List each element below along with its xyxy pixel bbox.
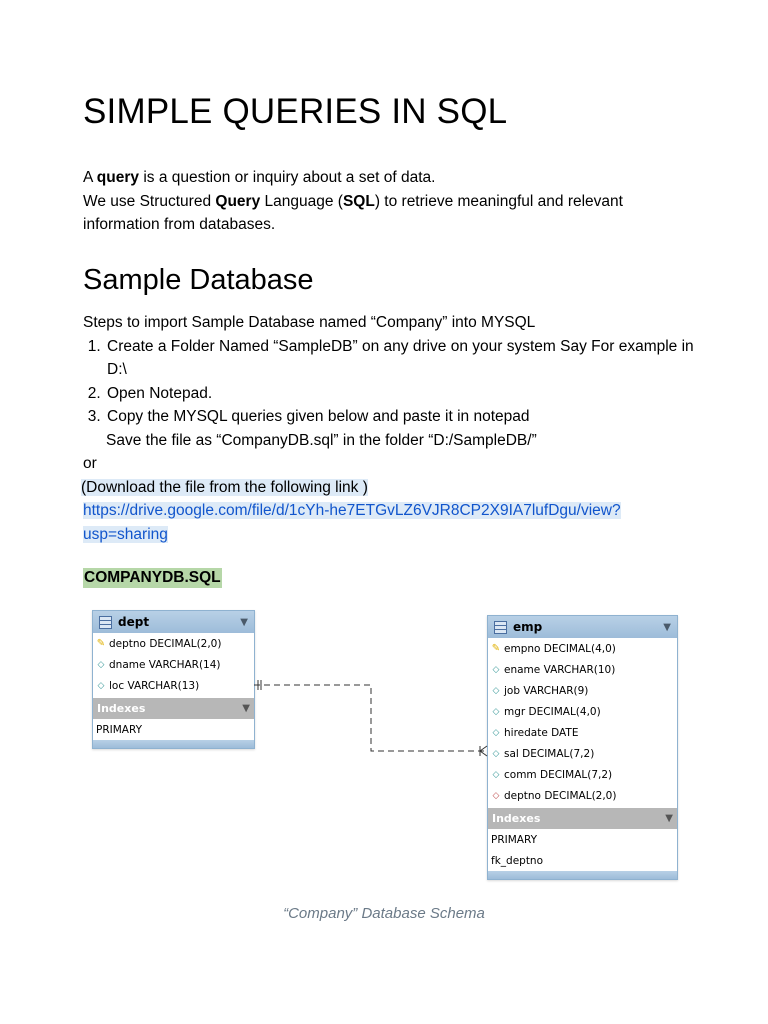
- intro-bold-query: Query: [215, 192, 261, 210]
- download-link-line-2[interactable]: usp=sharing: [83, 525, 168, 543]
- primary-key-icon: ✎: [96, 638, 106, 649]
- column-label: comm DECIMAL(7,2): [504, 768, 613, 781]
- foreign-key-diamond-icon: ◇: [492, 790, 500, 801]
- column-label: ename VARCHAR(10): [504, 663, 616, 676]
- step-item: 1. Create a Folder Named “SampleDB” on any drive on your system Say For example in D:\: [105, 335, 703, 382]
- intro-bold-sql: SQL: [342, 192, 375, 210]
- column-label: mgr DECIMAL(4,0): [504, 705, 601, 718]
- download-note: (Download the file from the following link ): [81, 478, 368, 496]
- column-diamond-icon: ◇: [492, 685, 500, 696]
- collapse-arrow-icon[interactable]: ▼: [242, 703, 250, 714]
- intro-text: A: [83, 169, 97, 186]
- column-diamond-icon: ◇: [97, 680, 105, 691]
- column-diamond-icon: ◇: [97, 659, 105, 670]
- file-label: COMPANYDB.SQL: [84, 569, 221, 586]
- relationship-line: [254, 685, 486, 751]
- indexes-label: Indexes: [492, 812, 541, 825]
- column-diamond-icon: ◇: [492, 727, 500, 738]
- indexes-label: Indexes: [97, 702, 146, 715]
- step-item: 2. Open Notepad.: [105, 382, 703, 406]
- download-link-line-1[interactable]: https://drive.google.com/file/d/1cYh-he7ETGvLZ6VJR8CP2X9IA7lufDgu/view?: [83, 502, 621, 519]
- page-title: SIMPLE QUERIES IN SQL: [83, 92, 508, 131]
- primary-key-icon: ✎: [491, 643, 501, 654]
- column-label: loc VARCHAR(13): [109, 679, 200, 692]
- emp-table-name: emp: [513, 620, 543, 634]
- column-label: deptno DECIMAL(2,0): [504, 789, 617, 802]
- steps-intro: Steps to import Sample Database named “Company” into MYSQL: [83, 314, 536, 331]
- column-diamond-icon: ◇: [492, 706, 500, 717]
- column-diamond-icon: ◇: [492, 769, 500, 780]
- intro-text: is a question or inquiry about a set of data.: [139, 169, 436, 186]
- figure-caption: “Company” Database Schema: [283, 905, 485, 922]
- column-label: empno DECIMAL(4,0): [504, 642, 616, 655]
- column-diamond-icon: ◇: [492, 748, 500, 759]
- many-marker: [480, 746, 487, 751]
- step-item: 3. Copy the MYSQL queries given below and paste it in notepad: [105, 405, 703, 429]
- index-label: PRIMARY: [491, 833, 538, 846]
- intro-line-3: information from databases.: [83, 216, 276, 233]
- intro-text: We use Structured: [83, 192, 216, 210]
- collapse-arrow-icon[interactable]: ▼: [663, 621, 671, 633]
- column-label: hiredate DATE: [504, 726, 579, 739]
- dept-table-name: dept: [118, 615, 150, 629]
- section-title: Sample Database: [83, 264, 314, 296]
- intro-bold-query: query: [96, 169, 140, 186]
- collapse-arrow-icon[interactable]: ▼: [665, 813, 673, 824]
- intro-text: Language (: [260, 192, 343, 210]
- index-label: PRIMARY: [96, 723, 143, 736]
- many-marker: [480, 751, 487, 756]
- collapse-arrow-icon[interactable]: ▼: [240, 616, 248, 628]
- column-diamond-icon: ◇: [492, 664, 500, 675]
- column-label: job VARCHAR(9): [504, 684, 589, 697]
- or-text: or: [83, 455, 97, 472]
- save-note: Save the file as “CompanyDB.sql” in the folder “D:/SampleDB/”: [106, 431, 537, 449]
- intro-text: ) to retrieve meaningful and relevant: [374, 192, 623, 210]
- column-label: dname VARCHAR(14): [109, 658, 221, 671]
- column-label: deptno DECIMAL(2,0): [109, 637, 222, 650]
- column-label: sal DECIMAL(7,2): [504, 747, 595, 760]
- index-label: fk_deptno: [491, 854, 544, 867]
